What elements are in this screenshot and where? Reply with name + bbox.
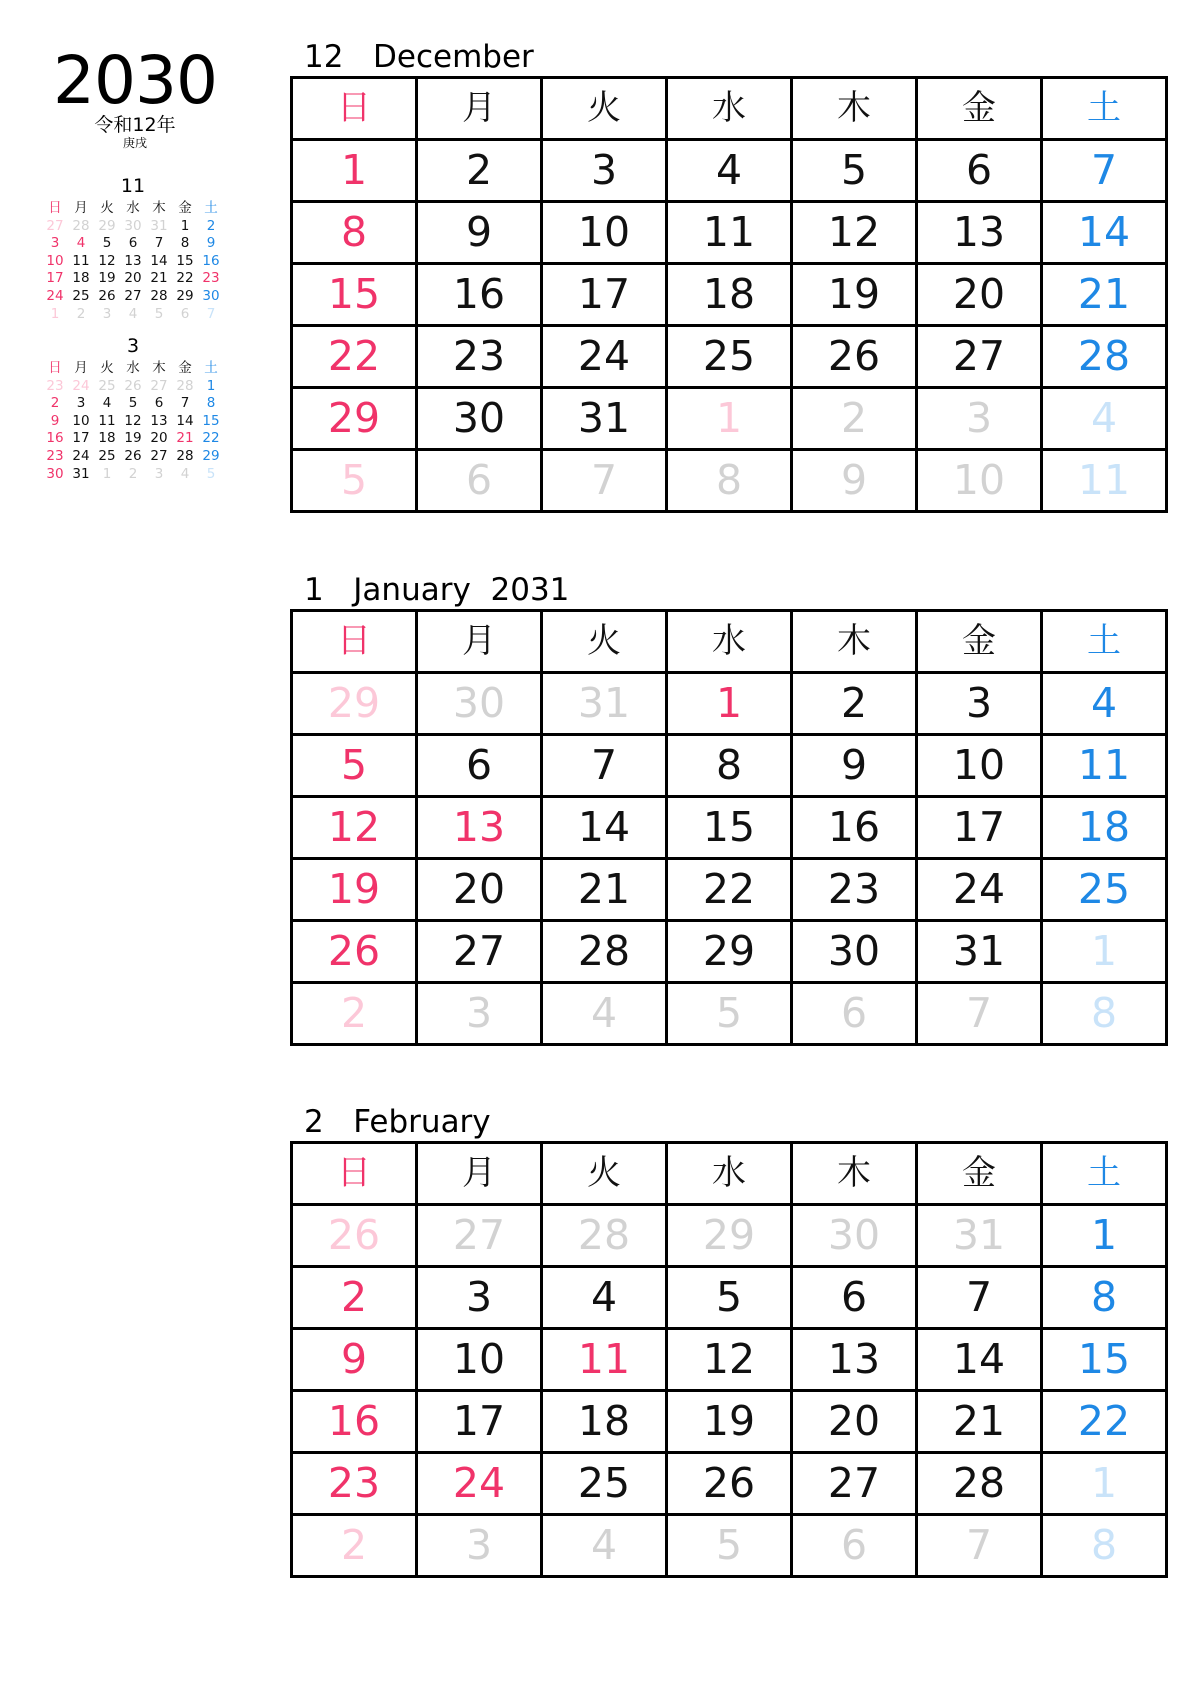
month-title: 1 January 2031 — [304, 572, 570, 608]
mini-day-cell: 3 — [76, 395, 86, 412]
mini-day-cell: 28 — [150, 287, 168, 304]
day-cell: 21 — [917, 1391, 1042, 1453]
day-cell: 23 — [792, 859, 917, 921]
mini-day-cell: 13 — [150, 412, 168, 429]
weekday-header-cell: 月 — [417, 1143, 542, 1205]
month-calendar-december — [290, 40, 1147, 513]
day-cell: 7 — [917, 983, 1042, 1045]
day-cell: 5 — [292, 450, 417, 512]
day-cell: 4 — [542, 1515, 667, 1577]
day-cell: 1 — [1042, 1453, 1167, 1515]
weekday-label: 金 — [178, 200, 192, 216]
zodiac-year: 庚戌 — [122, 136, 147, 150]
day-cell: 16 — [417, 264, 542, 326]
day-cell: 2 — [292, 983, 417, 1045]
mini-day-cell: 9 — [206, 235, 216, 252]
weekday-header-cell: 水 — [667, 1143, 792, 1205]
day-cell: 19 — [292, 859, 417, 921]
day-cell: 6 — [792, 1515, 917, 1577]
mini-day-cell: 2 — [76, 305, 86, 322]
mini-day-cell: 2 — [50, 395, 60, 412]
mini-calendar-grid — [42, 200, 224, 323]
weekday-header-cell: 水 — [667, 78, 792, 140]
day-cell: 11 — [542, 1329, 667, 1391]
day-cell: 22 — [292, 326, 417, 388]
weekday-header-cell: 金 — [917, 611, 1042, 673]
weekday-header-cell: 日 — [292, 611, 417, 673]
week-row — [292, 1453, 1167, 1515]
day-cell: 24 — [542, 326, 667, 388]
day-cell: 10 — [417, 1329, 542, 1391]
day-cell: 1 — [667, 388, 792, 450]
mini-day-cell: 26 — [124, 377, 142, 394]
mini-day-cell: 24 — [46, 287, 64, 304]
weekday-header-cell: 月 — [417, 78, 542, 140]
mini-day-cell: 23 — [202, 270, 220, 287]
mini-day-cell: 8 — [206, 395, 216, 412]
weekday-header-row — [292, 78, 1167, 140]
day-cell: 27 — [417, 921, 542, 983]
mini-day-cell: 15 — [202, 412, 220, 429]
mini-calendar-title: 11 — [120, 175, 146, 197]
week-row — [292, 797, 1167, 859]
weekday-header-cell: 金 — [917, 1143, 1042, 1205]
weekday-label: 土 — [204, 200, 218, 216]
mini-day-cell: 19 — [98, 270, 116, 287]
day-cell: 30 — [417, 673, 542, 735]
day-cell: 17 — [417, 1391, 542, 1453]
day-cell: 8 — [667, 735, 792, 797]
day-cell: 3 — [917, 673, 1042, 735]
day-cell: 2 — [417, 140, 542, 202]
mini-day-cell: 5 — [128, 395, 138, 412]
mini-day-cell: 24 — [72, 447, 90, 464]
mini-day-cell: 30 — [124, 217, 142, 234]
mini-day-cell: 3 — [102, 305, 112, 322]
day-cell: 17 — [917, 797, 1042, 859]
day-cell: 12 — [292, 797, 417, 859]
mini-day-cell: 26 — [98, 287, 116, 304]
day-cell: 13 — [792, 1329, 917, 1391]
day-cell: 31 — [917, 921, 1042, 983]
day-cell: 5 — [792, 140, 917, 202]
day-cell: 2 — [792, 673, 917, 735]
day-cell: 5 — [292, 735, 417, 797]
day-cell: 3 — [542, 140, 667, 202]
mini-day-cell: 19 — [124, 430, 142, 447]
day-cell: 28 — [542, 921, 667, 983]
mini-day-cell: 1 — [180, 217, 190, 234]
japanese-era-year: 令和12年 — [94, 114, 176, 136]
day-cell: 26 — [667, 1453, 792, 1515]
day-cell: 10 — [917, 450, 1042, 512]
day-cell: 3 — [417, 1515, 542, 1577]
mini-day-cell: 27 — [124, 287, 142, 304]
mini-day-cell: 14 — [150, 252, 168, 269]
day-cell: 27 — [917, 326, 1042, 388]
weekday-header-cell: 木 — [792, 611, 917, 673]
month-grid — [290, 609, 1168, 1046]
day-cell: 1 — [1042, 921, 1167, 983]
day-cell: 7 — [917, 1515, 1042, 1577]
mini-day-cell: 2 — [206, 217, 216, 234]
week-row — [292, 388, 1167, 450]
day-cell: 8 — [292, 202, 417, 264]
day-cell: 12 — [792, 202, 917, 264]
day-cell: 6 — [917, 140, 1042, 202]
mini-day-cell: 1 — [50, 305, 60, 322]
day-cell: 3 — [417, 983, 542, 1045]
weekday-header-cell: 木 — [792, 1143, 917, 1205]
mini-day-cell: 1 — [206, 377, 216, 394]
weekday-label: 木 — [152, 200, 166, 216]
day-cell: 9 — [292, 1329, 417, 1391]
weekday-header-cell: 火 — [542, 78, 667, 140]
week-row — [292, 673, 1167, 735]
mini-day-cell: 20 — [124, 270, 142, 287]
day-cell: 18 — [542, 1391, 667, 1453]
mini-day-cell: 29 — [98, 217, 116, 234]
mini-day-cell: 11 — [72, 252, 90, 269]
mini-day-cell: 2 — [128, 465, 138, 482]
day-cell: 29 — [292, 388, 417, 450]
month-grid — [290, 76, 1168, 513]
day-cell: 1 — [1042, 1205, 1167, 1267]
weekday-header-cell: 土 — [1042, 78, 1167, 140]
day-cell: 19 — [792, 264, 917, 326]
mini-day-cell: 3 — [154, 465, 164, 482]
week-row — [292, 735, 1167, 797]
day-cell: 30 — [417, 388, 542, 450]
mini-day-cell: 7 — [180, 395, 190, 412]
weekday-header-cell: 金 — [917, 78, 1042, 140]
mini-day-cell: 5 — [102, 235, 112, 252]
mini-day-cell: 23 — [46, 377, 64, 394]
day-cell: 13 — [917, 202, 1042, 264]
day-cell: 16 — [792, 797, 917, 859]
day-cell: 6 — [792, 1267, 917, 1329]
day-cell: 15 — [667, 797, 792, 859]
mini-day-cell: 25 — [98, 447, 116, 464]
day-cell: 9 — [417, 202, 542, 264]
month-grid — [290, 1141, 1168, 1578]
mini-day-cell: 29 — [202, 447, 220, 464]
day-cell: 12 — [667, 1329, 792, 1391]
day-cell: 23 — [417, 326, 542, 388]
mini-day-cell: 27 — [150, 447, 168, 464]
mini-day-cell: 31 — [72, 465, 90, 482]
day-cell: 19 — [667, 1391, 792, 1453]
mini-calendar-title: 3 — [126, 335, 140, 357]
day-cell: 5 — [667, 983, 792, 1045]
week-row — [292, 1391, 1167, 1453]
mini-day-cell: 10 — [46, 252, 64, 269]
day-cell: 2 — [292, 1515, 417, 1577]
day-cell: 25 — [1042, 859, 1167, 921]
day-cell: 7 — [1042, 140, 1167, 202]
day-cell: 10 — [542, 202, 667, 264]
weekday-label: 火 — [100, 200, 114, 216]
day-cell: 6 — [417, 735, 542, 797]
week-row — [292, 450, 1167, 512]
mini-day-cell: 16 — [46, 430, 64, 447]
day-cell: 26 — [292, 1205, 417, 1267]
day-cell: 9 — [792, 735, 917, 797]
day-cell: 25 — [667, 326, 792, 388]
mini-day-cell: 7 — [206, 305, 216, 322]
day-cell: 5 — [667, 1515, 792, 1577]
day-cell: 8 — [667, 450, 792, 512]
day-cell: 14 — [1042, 202, 1167, 264]
weekday-label: 金 — [178, 360, 192, 376]
day-cell: 14 — [917, 1329, 1042, 1391]
week-row — [292, 140, 1167, 202]
weekday-header-cell: 火 — [542, 611, 667, 673]
day-cell: 4 — [542, 1267, 667, 1329]
day-cell: 20 — [792, 1391, 917, 1453]
month-title: 12 December — [304, 39, 534, 75]
day-cell: 28 — [917, 1453, 1042, 1515]
day-cell: 10 — [917, 735, 1042, 797]
weekday-label: 土 — [204, 360, 218, 376]
day-cell: 3 — [917, 388, 1042, 450]
mini-day-cell: 5 — [154, 305, 164, 322]
day-cell: 22 — [667, 859, 792, 921]
day-cell: 8 — [1042, 1515, 1167, 1577]
weekday-label: 水 — [126, 200, 140, 216]
day-cell: 6 — [792, 983, 917, 1045]
day-cell: 31 — [542, 388, 667, 450]
day-cell: 11 — [1042, 450, 1167, 512]
mini-day-cell: 28 — [176, 377, 194, 394]
day-cell: 20 — [917, 264, 1042, 326]
day-cell: 5 — [667, 1267, 792, 1329]
day-cell: 4 — [542, 983, 667, 1045]
weekday-header-cell: 日 — [292, 1143, 417, 1205]
month-title: 2 February — [304, 1104, 491, 1140]
day-cell: 26 — [792, 326, 917, 388]
week-row — [292, 1329, 1167, 1391]
day-cell: 6 — [417, 450, 542, 512]
year-number: 2030 — [53, 42, 217, 119]
mini-day-cell: 29 — [176, 287, 194, 304]
mini-day-cell: 17 — [72, 430, 90, 447]
day-cell: 24 — [917, 859, 1042, 921]
mini-day-cell: 22 — [176, 270, 194, 287]
day-cell: 17 — [542, 264, 667, 326]
mini-day-cell: 12 — [124, 412, 142, 429]
week-row — [292, 859, 1167, 921]
mini-day-cell: 4 — [76, 235, 86, 252]
weekday-header-cell: 月 — [417, 611, 542, 673]
day-cell: 18 — [1042, 797, 1167, 859]
weekday-header-cell: 土 — [1042, 611, 1167, 673]
day-cell: 28 — [542, 1205, 667, 1267]
day-cell: 8 — [1042, 1267, 1167, 1329]
mini-day-cell: 8 — [180, 235, 190, 252]
day-cell: 21 — [542, 859, 667, 921]
mini-day-cell: 12 — [98, 252, 116, 269]
day-cell: 29 — [667, 1205, 792, 1267]
day-cell: 13 — [417, 797, 542, 859]
mini-day-cell: 4 — [102, 395, 112, 412]
weekday-label: 火 — [100, 360, 114, 376]
week-row — [292, 1267, 1167, 1329]
mini-day-cell: 6 — [154, 395, 164, 412]
mini-day-cell: 28 — [72, 217, 90, 234]
month-calendar-january — [290, 573, 1147, 1046]
day-cell: 23 — [292, 1453, 417, 1515]
mini-day-cell: 1 — [102, 465, 112, 482]
mini-day-cell: 6 — [180, 305, 190, 322]
mini-calendar-previous-month — [42, 176, 224, 323]
day-cell: 26 — [292, 921, 417, 983]
day-cell: 29 — [667, 921, 792, 983]
day-cell: 25 — [542, 1453, 667, 1515]
day-cell: 15 — [1042, 1329, 1167, 1391]
day-cell: 7 — [917, 1267, 1042, 1329]
mini-day-cell: 7 — [154, 235, 164, 252]
mini-day-cell: 4 — [128, 305, 138, 322]
day-cell: 28 — [1042, 326, 1167, 388]
week-row — [292, 1515, 1167, 1577]
mini-day-cell: 5 — [206, 465, 216, 482]
mini-day-cell: 4 — [180, 465, 190, 482]
mini-day-cell: 25 — [98, 377, 116, 394]
weekday-header-cell: 木 — [792, 78, 917, 140]
mini-day-cell: 22 — [202, 430, 220, 447]
weekday-header-cell: 日 — [292, 78, 417, 140]
day-cell: 31 — [917, 1205, 1042, 1267]
day-cell: 30 — [792, 1205, 917, 1267]
day-cell: 22 — [1042, 1391, 1167, 1453]
mini-calendar-grid — [42, 360, 224, 483]
week-row — [292, 921, 1167, 983]
day-cell: 21 — [1042, 264, 1167, 326]
weekday-label: 日 — [48, 360, 62, 376]
day-cell: 4 — [1042, 673, 1167, 735]
day-cell: 3 — [417, 1267, 542, 1329]
day-cell: 31 — [542, 673, 667, 735]
day-cell: 11 — [1042, 735, 1167, 797]
day-cell: 7 — [542, 735, 667, 797]
day-cell: 2 — [292, 1267, 417, 1329]
mini-day-cell: 15 — [176, 252, 194, 269]
mini-day-cell: 20 — [150, 430, 168, 447]
mini-day-cell: 9 — [50, 412, 60, 429]
week-row — [292, 202, 1167, 264]
day-cell: 4 — [667, 140, 792, 202]
weekday-label: 月 — [74, 360, 88, 376]
day-cell: 29 — [292, 673, 417, 735]
mini-day-cell: 28 — [176, 447, 194, 464]
month-calendar-february — [290, 1105, 1147, 1578]
mini-day-cell: 26 — [124, 447, 142, 464]
week-row — [292, 326, 1167, 388]
day-cell: 11 — [667, 202, 792, 264]
weekday-label: 水 — [126, 360, 140, 376]
weekday-header-row — [292, 611, 1167, 673]
day-cell: 24 — [417, 1453, 542, 1515]
day-cell: 15 — [292, 264, 417, 326]
year-header — [30, 42, 240, 150]
week-row — [292, 1205, 1167, 1267]
day-cell: 20 — [417, 859, 542, 921]
weekday-label: 日 — [48, 200, 62, 216]
day-cell: 4 — [1042, 388, 1167, 450]
mini-day-cell: 30 — [202, 287, 220, 304]
mini-day-cell: 14 — [176, 412, 194, 429]
mini-day-cell: 17 — [46, 270, 64, 287]
mini-day-cell: 27 — [150, 377, 168, 394]
day-cell: 16 — [292, 1391, 417, 1453]
mini-day-cell: 11 — [98, 412, 116, 429]
mini-day-cell: 25 — [72, 287, 90, 304]
weekday-header-row — [292, 1143, 1167, 1205]
day-cell: 27 — [417, 1205, 542, 1267]
mini-day-cell: 21 — [176, 430, 194, 447]
mini-calendar-next-month — [42, 336, 224, 483]
day-cell: 8 — [1042, 983, 1167, 1045]
day-cell: 30 — [792, 921, 917, 983]
mini-day-cell: 23 — [46, 447, 64, 464]
mini-day-cell: 6 — [128, 235, 138, 252]
day-cell: 1 — [667, 673, 792, 735]
weekday-header-cell: 土 — [1042, 1143, 1167, 1205]
day-cell: 27 — [792, 1453, 917, 1515]
day-cell: 18 — [667, 264, 792, 326]
mini-day-cell: 30 — [46, 465, 64, 482]
mini-day-cell: 31 — [150, 217, 168, 234]
mini-day-cell: 16 — [202, 252, 220, 269]
mini-day-cell: 24 — [72, 377, 90, 394]
day-cell: 9 — [792, 450, 917, 512]
mini-day-cell: 3 — [50, 235, 60, 252]
day-cell: 2 — [792, 388, 917, 450]
mini-day-cell: 18 — [98, 430, 116, 447]
mini-day-cell: 18 — [72, 270, 90, 287]
week-row — [292, 264, 1167, 326]
day-cell: 1 — [292, 140, 417, 202]
mini-day-cell: 10 — [72, 412, 90, 429]
weekday-label: 木 — [152, 360, 166, 376]
week-row — [292, 983, 1167, 1045]
mini-day-cell: 13 — [124, 252, 142, 269]
weekday-label: 月 — [74, 200, 88, 216]
day-cell: 14 — [542, 797, 667, 859]
weekday-header-cell: 水 — [667, 611, 792, 673]
day-cell: 7 — [542, 450, 667, 512]
mini-day-cell: 21 — [150, 270, 168, 287]
weekday-header-cell: 火 — [542, 1143, 667, 1205]
mini-day-cell: 27 — [46, 217, 64, 234]
